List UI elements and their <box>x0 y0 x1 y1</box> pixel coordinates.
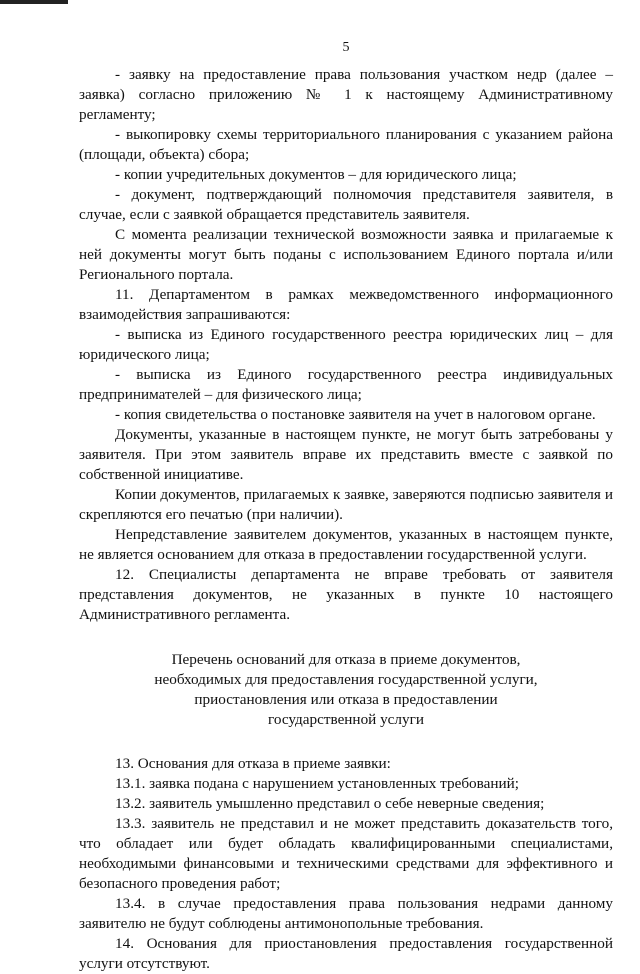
paragraph-non-submission: Непредставление заявителем документов, указанных в настоящем пункте, не является основанием для отказа в предоставлении государственной услуги. <box>79 526 613 563</box>
paragraph-egrip-extract: - выписка из Единого государственного реестра индивидуальных предпринимателей – для физического лица; <box>79 366 613 403</box>
paragraph-egrul-extract: - выписка из Единого государственного реестра юридических лиц – для юридического лица; <box>79 326 613 363</box>
paragraph-13-2: 13.2. заявитель умышленно представил о себе неверные сведения; <box>115 795 545 812</box>
page-number: 5 <box>342 40 350 55</box>
section-title-line: Перечень оснований для отказа в приеме документов, <box>171 651 521 668</box>
paragraph-portal-submission: С момента реализации технической возможности заявка и прилагаемые к ней документы могут быть поданы с использованием Единого портала и/или Регионального портала. <box>79 226 613 283</box>
text-block-after <box>79 754 613 974</box>
paragraph-11-interagency: 11. Департаментом в рамках межведомственного информационного взаимодействия запрашиваются: <box>79 286 613 323</box>
section-title-line: необходимых для предоставления государственной услуги, <box>154 671 538 688</box>
paragraph-not-requested: Документы, указанные в настоящем пункте, не могут быть затребованы у заявителя. При этом заявитель вправе их представить вместе с заявкой по собственной инициативе. <box>79 426 613 483</box>
section-title <box>79 650 613 730</box>
text-block-before <box>79 65 613 625</box>
paragraph-copies-certified: Копии документов, прилагаемых к заявке, заверяются подписью заявителя и скрепляются его печатью (при наличии). <box>79 486 613 523</box>
section-title-line: государственной услуги <box>268 711 424 728</box>
paragraph-13-3: 13.3. заявитель не представил и не может представить доказательств того, что обладает или будет обладать квалифицированными специалистами, необходимыми финансовыми и техническими средствами для эффективного и безопасного проведения работ; <box>79 815 613 892</box>
paragraph-13-1: 13.1. заявка подана с нарушением установленных требований; <box>115 775 519 792</box>
paragraph-12-specialists: 12. Специалисты департамента не вправе требовать от заявителя представления документов, не указанных в пункте 10 настоящего Административного регламента. <box>79 566 613 623</box>
paragraph-13-4: 13.4. в случае предоставления права пользования недрами данному заявителю не будут соблюдены антимонопольные требования. <box>79 895 613 932</box>
paragraph-founding-documents: - копии учредительных документов – для юридического лица; <box>115 166 517 183</box>
scan-edge-mark <box>0 0 68 4</box>
document-page <box>79 38 613 974</box>
paragraph-13-grounds: 13. Основания для отказа в приеме заявки: <box>115 755 391 772</box>
section-title-line: приостановления или отказа в предоставлении <box>194 691 498 708</box>
paragraph-planning-scheme: - выкопировку схемы территориального планирования с указанием района (площади, объекта) сбора; <box>79 126 613 163</box>
paragraph-representative-authority: - документ, подтверждающий полномочия представителя заявителя, в случае, если с заявкой обращается представитель заявителя. <box>79 186 613 223</box>
paragraph-application: - заявку на предоставление права пользования участком недр (далее – заявка) согласно приложению № 1 к настоящему Административному регламенту; <box>79 66 613 123</box>
paragraph-14-suspension: 14. Основания для приостановления предоставления государственной услуги отсутствуют. <box>79 935 613 972</box>
paragraph-tax-certificate: - копия свидетельства о постановке заявителя на учет в налоговом органе. <box>115 406 596 423</box>
